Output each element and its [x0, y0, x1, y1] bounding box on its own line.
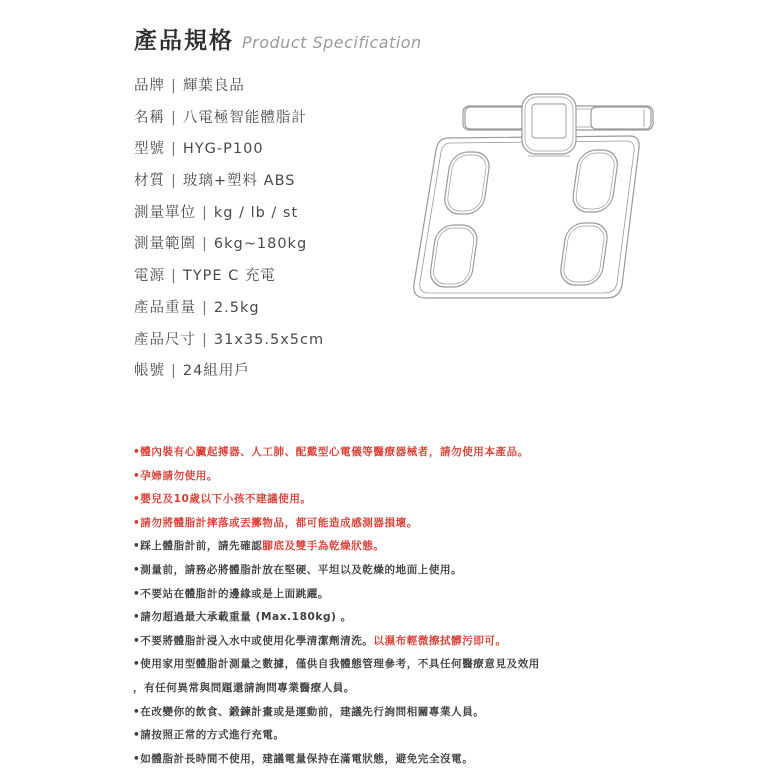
- precaution-text: •測量前，請務必將體脂計放在堅硬、平坦以及乾燥的地面上使用。: [133, 563, 463, 576]
- precaution-item: [133, 536, 753, 560]
- precaution-warning-text: •請勿將體脂計摔落或丟擲物品，都可能造成感測器損壞。: [133, 516, 418, 529]
- spec-label: 名稱: [134, 109, 165, 126]
- precaution-item: [133, 466, 753, 490]
- precaution-item: [133, 607, 753, 631]
- spec-separator: |: [202, 331, 208, 348]
- precaution-text: •請按照正常的方式進行充電。: [133, 729, 285, 742]
- spec-label: 型號: [134, 141, 165, 158]
- spec-value: HYG-P100: [182, 141, 264, 158]
- precaution-text: ，有任何異常與問題還請詢問專業醫療人員。: [133, 681, 355, 694]
- precaution-item: [133, 560, 753, 584]
- spec-value: 31x35.5x5cm: [213, 331, 325, 348]
- spec-separator: |: [171, 78, 177, 94]
- spec-label: 帳號: [134, 363, 165, 380]
- spec-label: 產品尺寸: [134, 331, 196, 348]
- spec-row: [134, 232, 434, 264]
- precaution-text: •踩上體脂計前，請先確認: [133, 540, 263, 553]
- spec-row: [134, 201, 434, 233]
- precaution-item: [133, 442, 753, 466]
- precaution-item: [133, 749, 753, 773]
- spec-separator: |: [202, 236, 208, 253]
- precaution-item: [133, 584, 753, 608]
- spec-row: [134, 264, 434, 296]
- spec-separator: |: [171, 268, 177, 285]
- spec-label: 測量範圍: [134, 236, 196, 253]
- precaution-warning-text: •孕婦請勿使用。: [133, 469, 219, 482]
- precaution-text: •不要站在體脂計的邊緣或是上面跳躍。: [133, 587, 330, 600]
- spec-label: 材質: [134, 173, 165, 190]
- spec-value: kg / lb / st: [213, 204, 299, 221]
- precaution-warning-text: 以濕布輕微擦拭髒污即可。: [373, 634, 507, 647]
- spec-separator: |: [202, 299, 208, 316]
- spec-row: [134, 169, 434, 201]
- page-title: [134, 22, 422, 58]
- spec-row: [134, 359, 434, 391]
- spec-row: [134, 106, 434, 138]
- precaution-item: [133, 513, 753, 537]
- precaution-text: •使用家用型體脂計測量之數據，僅供自我體態管理參考，不具任何醫療意見及效用: [133, 658, 540, 671]
- precaution-text: •不要將體脂計浸入水中或使用化學清潔劑清洗。: [133, 634, 374, 647]
- spec-row: [134, 328, 434, 360]
- spec-value: 玻璃+塑料 ABS: [182, 173, 296, 190]
- spec-separator: |: [171, 363, 177, 380]
- precaution-item: [133, 702, 753, 726]
- precautions-list: [133, 442, 753, 772]
- precaution-item: [133, 631, 753, 655]
- body-fat-scale-icon: [408, 90, 658, 305]
- spec-value: 6kg~180kg: [213, 236, 308, 253]
- spec-label: 測量單位: [134, 204, 196, 221]
- precaution-item: [133, 654, 753, 678]
- precaution-warning-text: 腳底及雙手為乾燥狀態。: [262, 540, 385, 553]
- spec-list: [134, 74, 434, 391]
- precaution-text: •在改變你的飲食、鍛鍊計畫或是運動前，建議先行詢問相關專業人員。: [133, 705, 485, 718]
- spec-separator: |: [171, 173, 177, 190]
- spec-separator: |: [202, 204, 208, 221]
- spec-row: [134, 296, 434, 328]
- spec-value: TYPE C 充電: [182, 268, 276, 285]
- spec-row: [134, 74, 434, 106]
- precaution-warning-text: •嬰兒及10歲以下小孩不建議使用。: [133, 493, 312, 506]
- spec-separator: |: [171, 141, 177, 158]
- spec-label: 電源: [134, 268, 165, 285]
- spec-value: 2.5kg: [213, 299, 260, 316]
- spec-value: 輝葉良品: [182, 78, 245, 94]
- spec-label: 產品重量: [134, 299, 196, 316]
- precaution-item: [133, 678, 753, 702]
- precaution-text: •請勿超過最大承載重量 (Max.180kg) 。: [133, 611, 352, 624]
- spec-value: 24組用戶: [182, 363, 250, 380]
- spec-value: 八電極智能體脂計: [182, 109, 307, 126]
- precaution-item: [133, 489, 753, 513]
- precaution-warning-text: •體內裝有心臟起搏器、人工肺、配戴型心電儀等醫療器械者，請勿使用本產品。: [133, 446, 529, 458]
- spec-label: 品牌: [134, 78, 165, 94]
- title-chinese: 產品規格: [134, 28, 234, 54]
- precaution-text: •如體脂計長時間不使用，建議電量保持在滿電狀態，避免完全沒電。: [133, 752, 474, 765]
- spec-row: [134, 137, 434, 169]
- precaution-item: [133, 725, 753, 749]
- spec-separator: |: [171, 109, 177, 126]
- title-english: Product Specification: [242, 33, 422, 52]
